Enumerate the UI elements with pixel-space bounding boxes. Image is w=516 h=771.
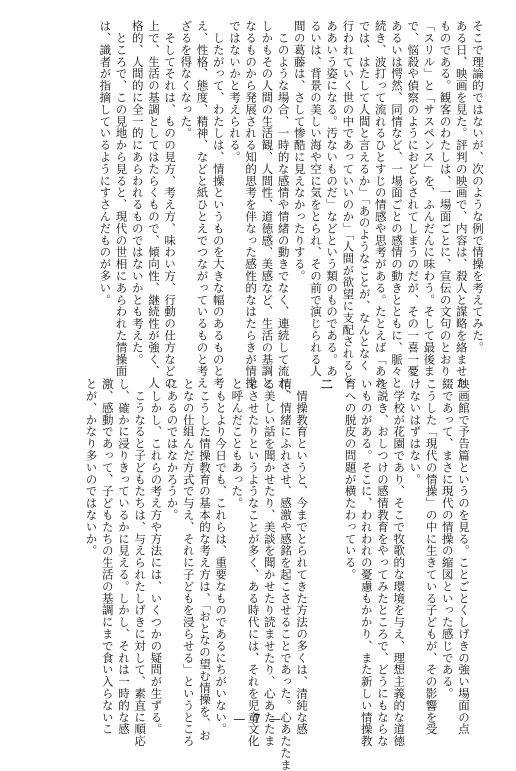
text-line: 激、感動であって、子どもたちの生活の基調にまで食い入らないこ <box>100 378 115 735</box>
text-line: と呼んだこともあった。 <box>230 378 245 509</box>
text-line: したがって、わたしは、情操というものを大きな幅のあるものと考 <box>211 20 226 389</box>
text-line: あるいは愕然、同情など、一場面ごとの感情の動きとともに、脈々と <box>389 20 404 389</box>
text-line: 育への脱皮の問題が横たわっている。 <box>343 378 358 581</box>
text-line: こうした「現代の情操」の中に生きている子どもが、その影響を受 <box>424 378 439 735</box>
text-line: を説き、おしつけの感情教育をやってみたところで、どうにもならな <box>375 378 390 747</box>
text-line: にあるのではなかろうか。 <box>165 378 180 521</box>
text-line: 続き、波打って流れるひとすじの情感や思考がある。たとえば「あれ <box>373 20 388 389</box>
text-line: 間の葛藤は、さして惨酷に見えなかったりする。 <box>292 20 307 282</box>
text-line: 映画館で予告篇というのを見る。ことごとくしげきの強い場面の点 <box>457 378 471 735</box>
text-line: 上で、生活の基調としてはたらくもので、傾向性、継続性が強く、人 <box>146 20 161 389</box>
text-line: ああいう姿になる。汚ないものだ」などという類のものである。あ <box>325 20 340 377</box>
text-line: ざるを得なくなった。 <box>179 20 194 139</box>
text-line: る美しい話を聞かせたり、美談を聞かせたり読ませたり、心あたたま <box>262 378 277 747</box>
text-line: こうなると子どもたちは、与えられたしげきに対して、素直に順応 <box>133 378 148 747</box>
upper-text-column <box>46 20 486 401</box>
text-line: 綴であって、まさに現代の情操の縮図といった感じである。 <box>440 378 455 700</box>
text-line: しかもその人間の生活観、人間性、道徳感、美感など、生活の基調と <box>260 20 275 389</box>
text-line: 行われていく世の中であっていいのか」「人間が欲望に支配されると <box>341 20 356 384</box>
text-line: しかし、これらの考え方や方法には、いくつかの疑問が生ずる。 <box>149 378 164 735</box>
text-line: いものがある。そこに、われわれの憂慮もかかり、また新しい情操教 <box>359 378 374 747</box>
text-line: し、確かに浸りきっているかに見える。しかし、それは一時的な感 <box>116 378 131 735</box>
text-line: ものである。観客のわたしは、一場面ごとに、宣伝の文句のとおり <box>438 20 453 377</box>
text-line: るいは、背景の美しい海や空に気をとられ、その前で演じられる人 <box>308 20 323 377</box>
text-line: そこで理論的ではないが、次のような例で情操を考えてみた。 <box>471 20 485 354</box>
text-line: 「スリル」と「サスペンス」を、ふんだんに味わう。そして最後ま <box>422 20 437 377</box>
text-line: ではないかと考えられる。 <box>227 20 242 163</box>
text-line: このような場合、一時的な感情や情緒の動きでなく、連続して流れ、 <box>276 20 291 401</box>
text-line: 学校が花園であり、そこで牧歌的な環境を与え、理想主義的な道徳 <box>392 378 407 747</box>
text-line: 情操教育というと、今までとられてきた方法の多くは、清純な感 <box>295 378 310 735</box>
text-line: そしてそれは、ものの見方、考え方、味わい方、行動の仕方などの <box>163 20 178 389</box>
text-line: ところで、この見地から見ると、現代の世相にあらわれた情操面 <box>114 20 129 377</box>
text-line: もとより今日でも、これらは、重要なものであるにちがいない。 <box>214 378 229 735</box>
text-line: 情、情緒にふれさせ、感激や感銘を起こさせることであった。心あたたま <box>278 378 293 771</box>
text-line: なるものから発展される知的思考を伴なった感性的なはたらきが情操 <box>244 20 259 389</box>
text-line: え、性格、態度、精神、などと紙ひとえでつながっているものと考え <box>195 20 210 389</box>
text-line: となの仕組んだ方式で与え、それに子どもを浸らせる」というところ <box>181 378 196 747</box>
section-heading: 二 <box>319 378 334 391</box>
text-line: こうした情操教育の基本的な考え方は、「おとなの望む情操を、お <box>197 378 212 742</box>
text-line: は、識者が指摘しているようにすさんだものが多い。 <box>98 20 113 306</box>
lower-text-column <box>42 378 472 771</box>
text-line: 格的、人間的に全一的にあらわれるものではないかとも考えた。 <box>130 20 145 366</box>
page-number: — 7 — <box>233 712 283 726</box>
text-line: けないはずはない。 <box>408 378 423 486</box>
text-line: で、悩殺や偵察のようにおどらされてしまうのだが、その一喜一憂 <box>406 20 421 377</box>
text-line: では、はたして人間と言えるか」「あのようなことが、なんとなく <box>357 20 372 372</box>
text-line: ある日、映画を見た。評判の映画で、内容は、殺人と謀略を絡ませた <box>454 20 469 389</box>
text-line: じさせたりというようなことが多く、ある時代には、それを児童文化 <box>246 378 261 747</box>
text-line: とが、かなり多いのではないか。 <box>84 378 99 557</box>
